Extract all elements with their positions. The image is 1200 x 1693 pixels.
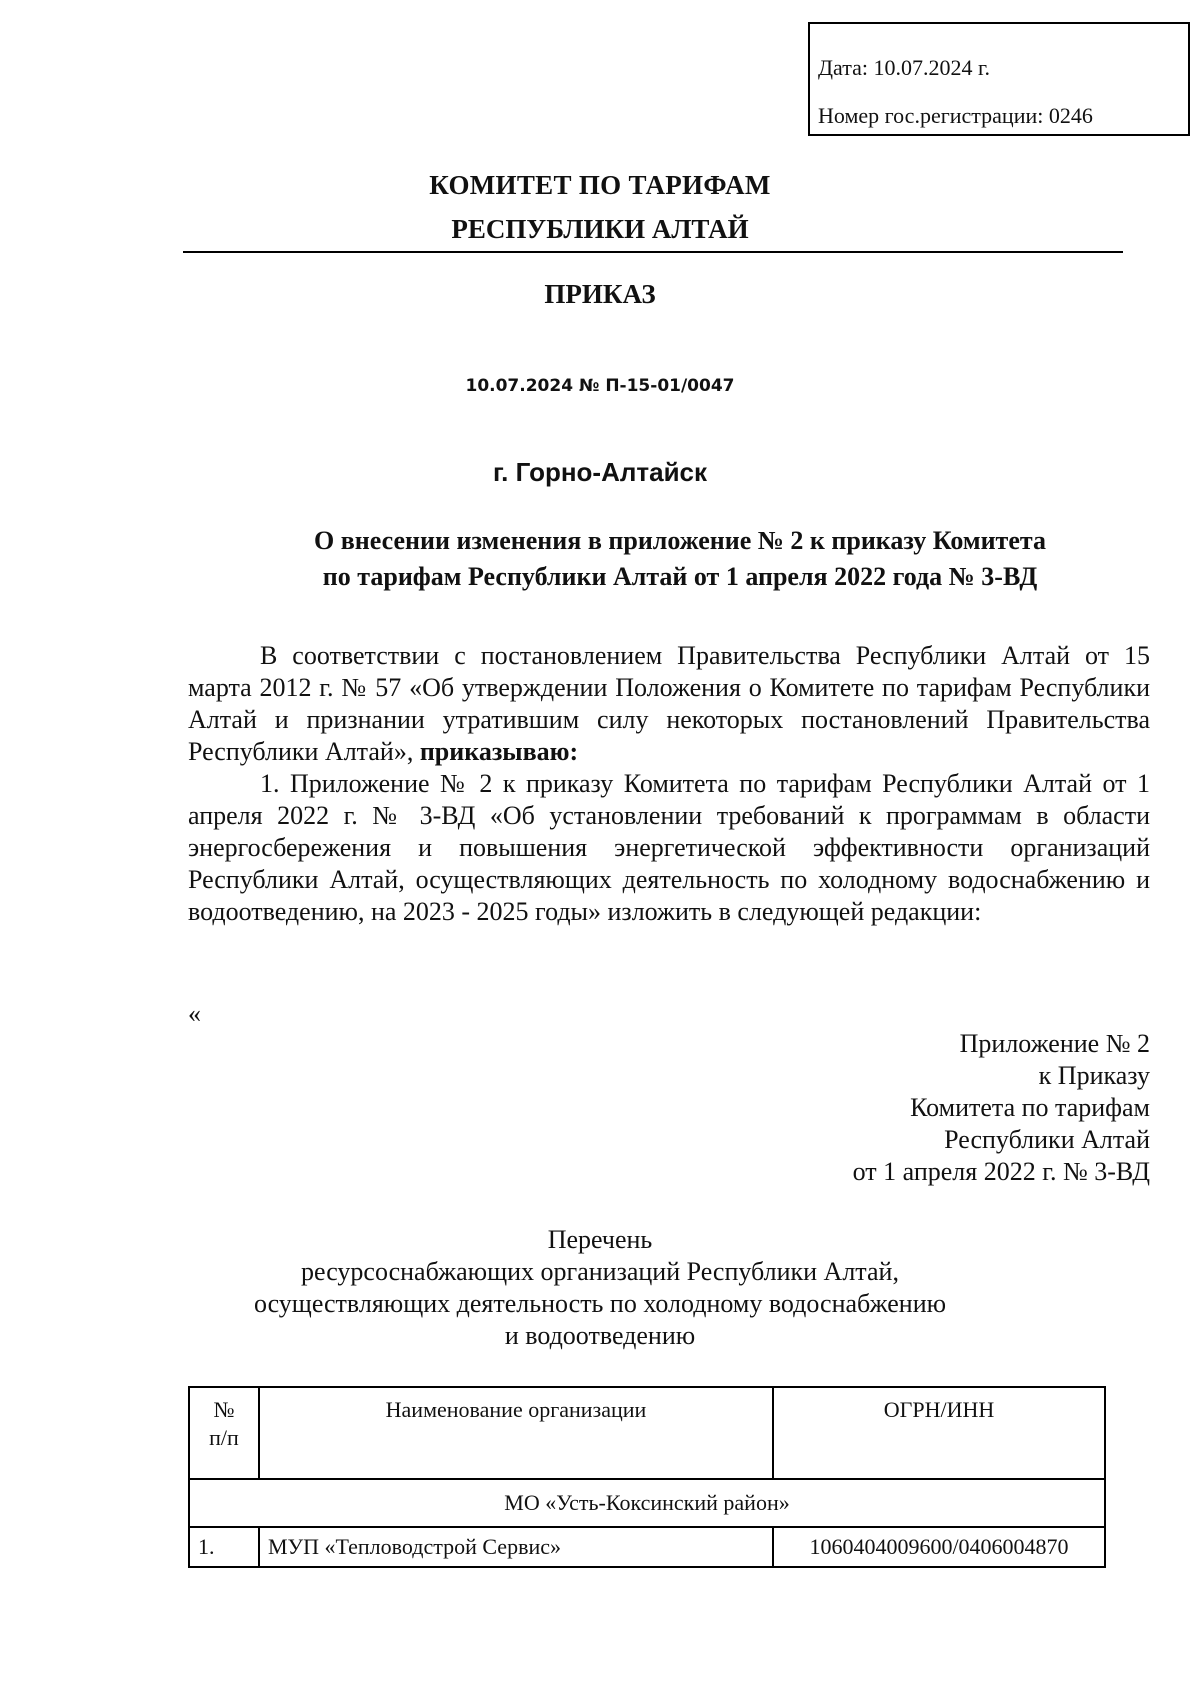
column-header-number-line2: п/п <box>209 1425 239 1450</box>
list-title <box>0 1224 1200 1352</box>
registration-date <box>818 44 1188 92</box>
registration-number-label: Номер гос.регистрации: <box>818 103 1044 128</box>
organization-name-line1: КОМИТЕТ ПО ТАРИФАМ <box>429 170 771 200</box>
table-region-row <box>189 1479 1105 1527</box>
appendix-line5: от 1 апреля 2022 г. № 3-ВД <box>852 1157 1150 1186</box>
appendix-line4: Республики Алтай <box>944 1125 1150 1154</box>
clause-1-paragraph: 1. Приложение № 2 к приказу Комитета по тарифам Республики Алтай от 1 апреля 2022 г. № 3-ВД «Об установлении требований к программам в области энергосбережения и повышения энергетической эффективности организаций Республики Алтай, осуществляющих деятельность по холодному водоснабжению и водоотведению, на 2023 - 2025 годы» изложить в следующей редакции: <box>188 769 1150 926</box>
document-type: ПРИКАЗ <box>544 279 656 309</box>
preamble-text: В соответствии с постановлением Правительства Республики Алтай от 15 марта 2012 г. № 57 «Об утверждении Положения о Комитете по тарифам Республики Алтай и признании утратившим силу некоторых постановлений Правительства Республики Алтай», <box>188 641 1150 766</box>
header-divider <box>183 251 1123 253</box>
appendix-header <box>650 1028 1150 1188</box>
order-number: 10.07.2024 № П-15-01/0047 <box>465 376 735 396</box>
list-title-line4: и водоотведению <box>504 1321 696 1350</box>
column-header-name: Наименование организации <box>259 1387 773 1479</box>
column-header-number <box>189 1387 259 1479</box>
organizations-table <box>188 1386 1106 1568</box>
table-row <box>189 1527 1105 1567</box>
row-ogrn-inn: 1060404009600/0406004870 <box>773 1527 1105 1567</box>
row-organization-name: МУП «Тепловодстрой Сервис» <box>259 1527 773 1567</box>
region-name: МО «Усть-Коксинский район» <box>189 1479 1105 1527</box>
table-header-row <box>189 1387 1105 1479</box>
order-subject-line2: по тарифам Республики Алтай от 1 апреля 2022 года № 3-ВД <box>322 562 1038 591</box>
list-title-line2: ресурсоснабжающих организаций Республики Алтай, <box>301 1257 899 1286</box>
registration-number-value: 0246 <box>1048 103 1093 128</box>
appendix-line3: Комитета по тарифам <box>910 1093 1150 1122</box>
opening-quote: « <box>188 999 201 1028</box>
column-header-ogrn: ОГРН/ИНН <box>773 1387 1105 1479</box>
order-verb: приказываю: <box>419 737 579 766</box>
organization-name-line2: РЕСПУБЛИКИ АЛТАЙ <box>451 214 749 244</box>
city: г. Горно-Алтайск <box>492 457 708 487</box>
list-title-line1: Перечень <box>547 1225 653 1254</box>
registration-date-value: 10.07.2024 г. <box>873 55 991 80</box>
order-subject-line1: О внесении изменения в приложение № 2 к приказу Комитета <box>314 526 1046 555</box>
preamble-paragraph <box>188 640 1150 768</box>
registration-number <box>818 92 1188 140</box>
order-subject <box>180 523 1180 595</box>
appendix-line1: Приложение № 2 <box>959 1029 1150 1058</box>
list-title-line3: осуществляющих деятельность по холодному водоснабжению <box>253 1289 947 1318</box>
registration-box <box>808 22 1190 136</box>
row-number: 1. <box>189 1527 259 1567</box>
order-body <box>188 640 1150 928</box>
registration-date-label: Дата: <box>818 55 868 80</box>
column-header-number-line1: № <box>213 1397 235 1422</box>
appendix-line2: к Приказу <box>1038 1061 1150 1090</box>
